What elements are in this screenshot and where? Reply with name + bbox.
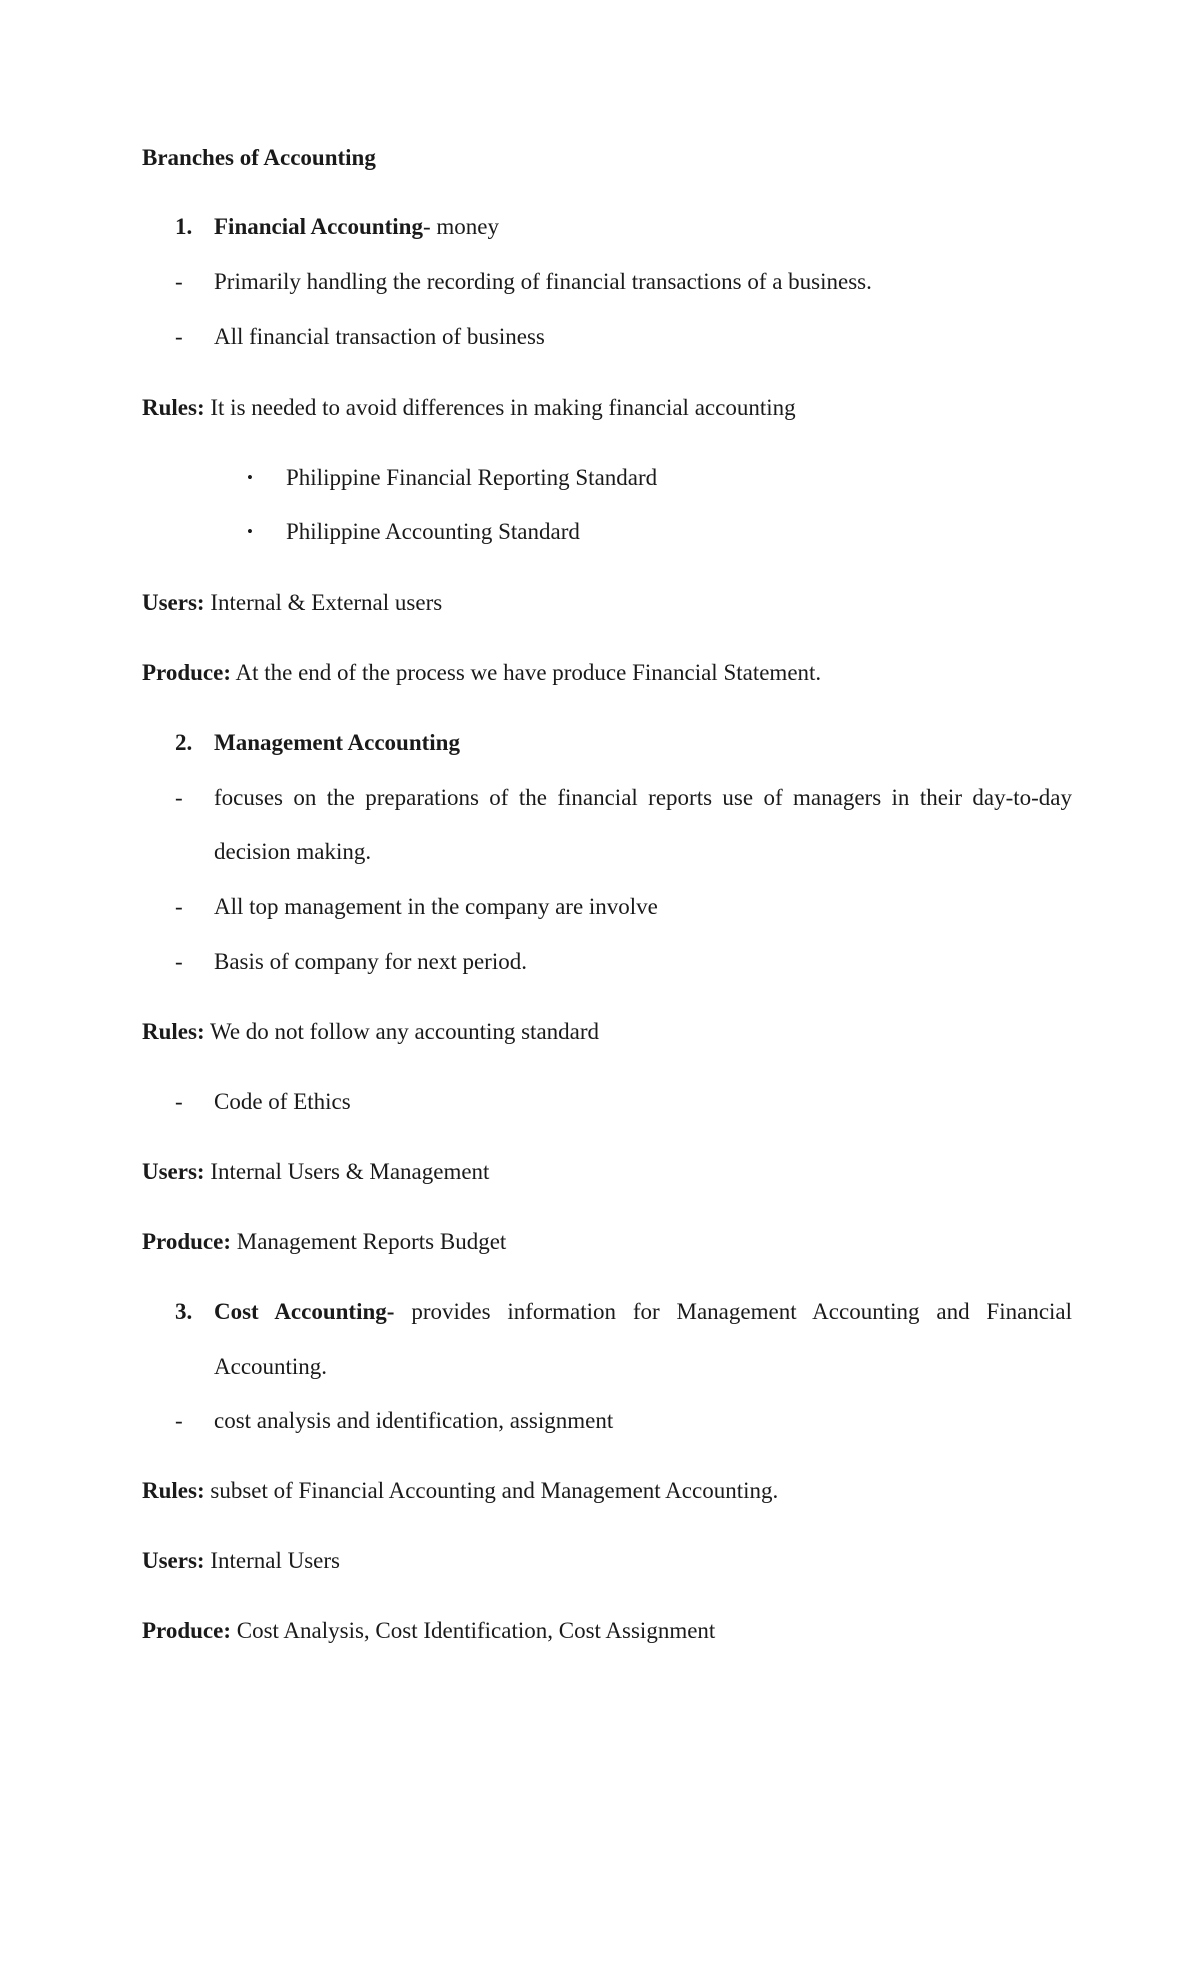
section-2-rules (142, 1018, 599, 1046)
rules-label: Rules: (142, 1478, 205, 1503)
dash-marker: - (175, 269, 183, 294)
users-label: Users: (142, 1159, 205, 1184)
produce-label: Produce: (142, 1229, 232, 1254)
section-3-rules (142, 1477, 778, 1505)
section-3-heading-text: provides information for Management Accounting and Financial (411, 1299, 1073, 1324)
section-2-users-text: Internal Users & Management (210, 1159, 490, 1184)
produce-label: Produce: (142, 660, 232, 685)
standard-item-2: Philippine Accounting Standard (286, 519, 580, 544)
section-2-heading: Management Accounting (214, 730, 460, 755)
section-2-produce (142, 1228, 506, 1256)
rules-label: Rules: (142, 395, 205, 420)
section-1-number: 1. (175, 214, 193, 239)
section-2-point-1-line-2: decision making. (214, 839, 372, 864)
section-1-heading-line (214, 213, 499, 241)
users-label: Users: (142, 1548, 205, 1573)
section-3-users (142, 1547, 340, 1575)
bullet-dot: • (247, 468, 253, 487)
section-1-rules (142, 394, 796, 422)
section-2-produce-text: Management Reports Budget (236, 1229, 507, 1254)
dash-marker: - (175, 785, 183, 810)
section-1-produce-text: At the end of the process we have produce Financial Statement. (235, 660, 822, 685)
users-label: Users: (142, 590, 205, 615)
dash-marker: - (175, 1408, 183, 1433)
section-3-produce (142, 1617, 715, 1645)
rules-label: Rules: (142, 1019, 205, 1044)
section-1-heading: Financial Accounting (214, 214, 423, 239)
section-3-rules-text: subset of Financial Accounting and Management Accounting. (210, 1478, 779, 1503)
section-3-heading-line-2: Accounting. (214, 1354, 328, 1379)
section-2-rules-text: We do not follow any accounting standard (209, 1019, 600, 1044)
dash-marker: - (175, 894, 183, 919)
section-2-number: 2. (175, 730, 193, 755)
section-2-point-2: All top management in the company are involve (214, 894, 658, 919)
section-1-users (142, 589, 442, 617)
section-1-point-1: Primarily handling the recording of financial transactions of a business. (214, 269, 872, 294)
section-2-point-3: Basis of company for next period. (214, 949, 527, 974)
section-3-produce-text: Cost Analysis, Cost Identification, Cost Assignment (236, 1618, 716, 1643)
document-title: Branches of Accounting (142, 145, 376, 170)
section-1-heading-suffix: - money (422, 214, 499, 239)
dash-marker: - (175, 324, 183, 349)
section-1-produce (142, 659, 821, 687)
section-3-heading: Cost Accounting- (214, 1299, 395, 1324)
section-2-users (142, 1158, 489, 1186)
section-1-rules-text: It is needed to avoid differences in making financial accounting (210, 395, 796, 420)
section-1-point-2: All financial transaction of business (214, 324, 545, 349)
section-2-rules-point: Code of Ethics (214, 1089, 351, 1114)
bullet-dot: • (247, 522, 253, 541)
produce-label: Produce: (142, 1618, 232, 1643)
standard-item-1: Philippine Financial Reporting Standard (286, 465, 658, 490)
section-1-users-text: Internal & External users (210, 590, 443, 615)
section-3-number: 3. (175, 1299, 193, 1324)
dash-marker: - (175, 1089, 183, 1114)
section-3-users-text: Internal Users (210, 1548, 340, 1573)
section-2-point-1-line-1: focuses on the preparations of the financial reports use of managers in their day-to-day (214, 785, 1072, 810)
section-3-heading-line (214, 1298, 1072, 1326)
section-3-point: cost analysis and identification, assignment (214, 1408, 614, 1433)
dash-marker: - (175, 949, 183, 974)
